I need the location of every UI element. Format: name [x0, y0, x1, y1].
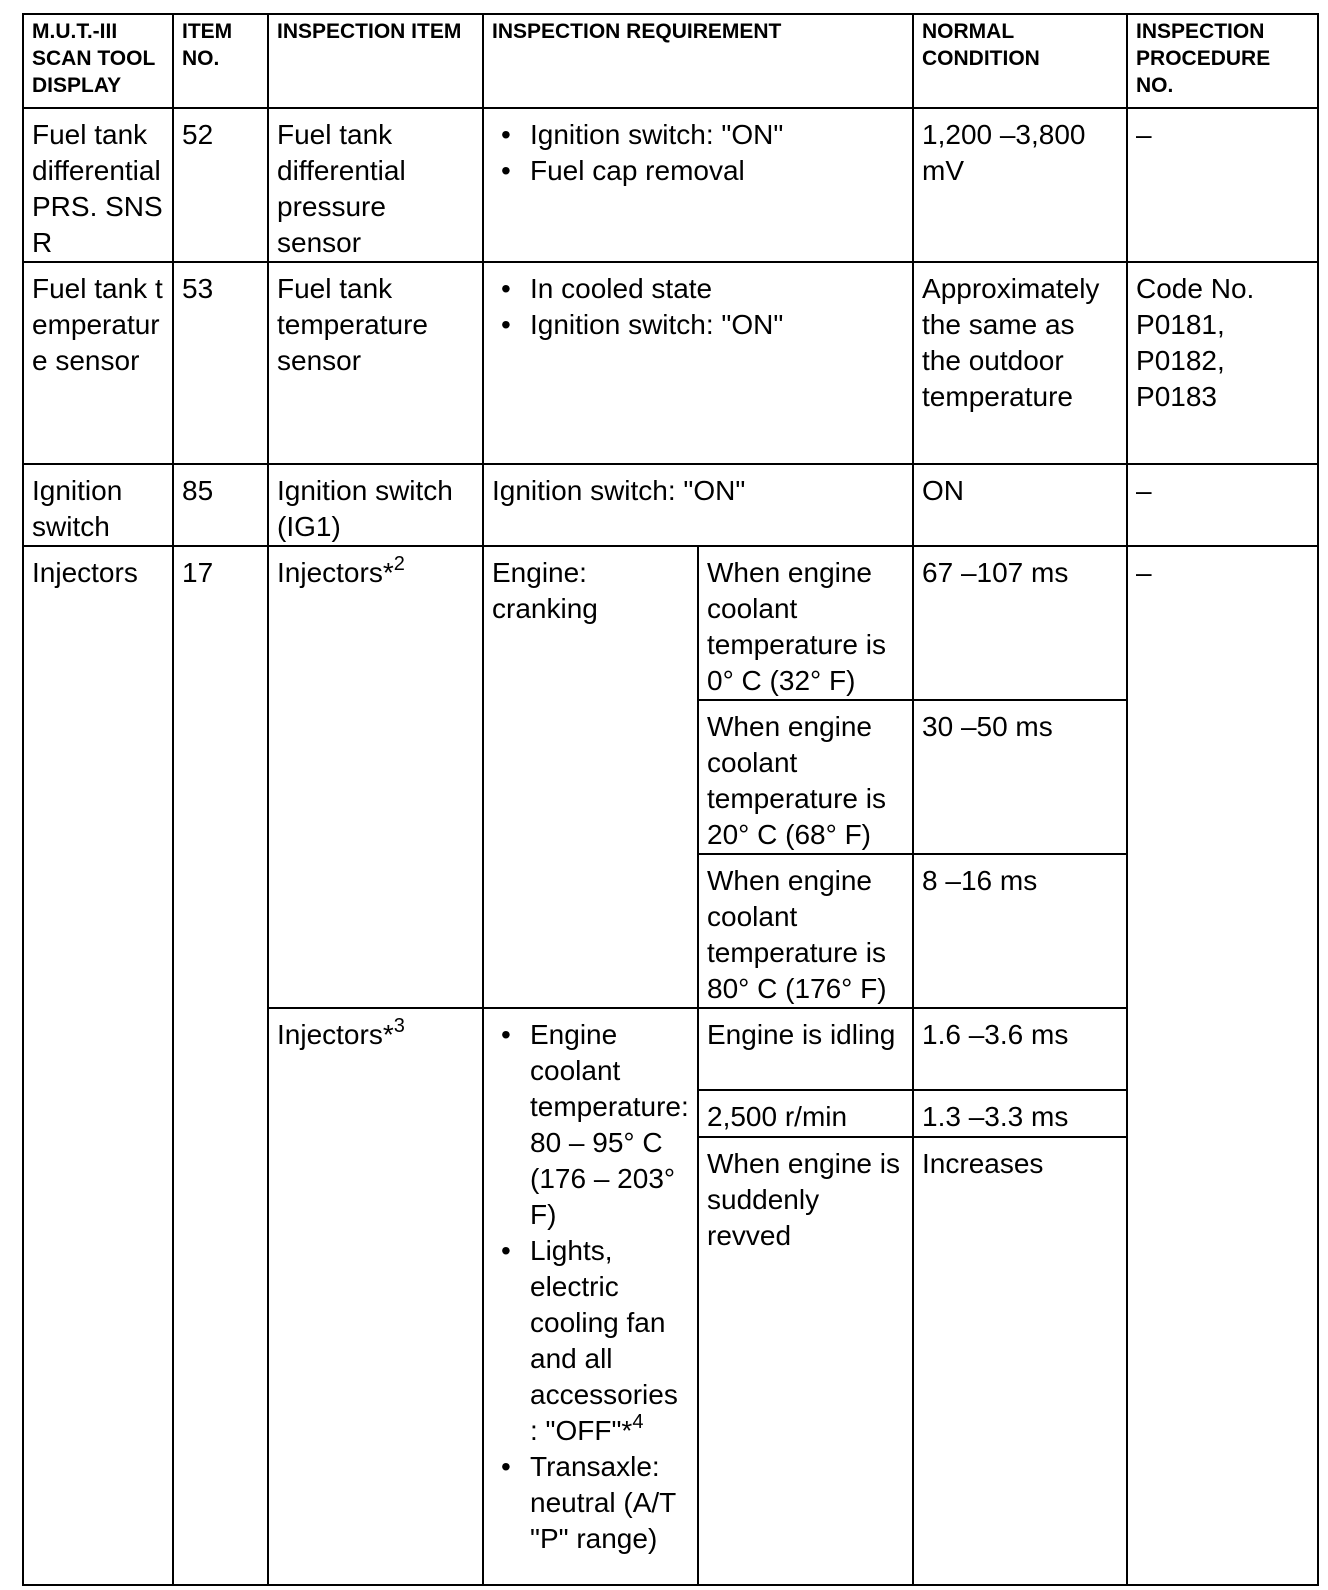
table-row [23, 464, 1318, 546]
condition-cell: When engine coolant temperature is 0° C (32° F) [698, 546, 913, 700]
inspection-procedure-cell: – [1127, 464, 1318, 546]
requirement-bullet: • Engine coolant temperature: 80 – 95° C (176 – 203° F) [492, 1017, 689, 1233]
header-inspection-item: INSPECTION ITEM [268, 14, 483, 108]
table-row [23, 546, 1318, 700]
footnote-marker: 4 [632, 1411, 644, 1433]
inspection-requirement-cell [483, 262, 913, 464]
inspection-requirement-cell [483, 108, 913, 262]
condition-cell: Engine is idling [698, 1008, 913, 1090]
condition-cell: 2,500 r/min [698, 1090, 913, 1137]
requirement-text: Lights, electric cooling fan and all accessories : "OFF"* [530, 1235, 678, 1446]
scan-tool-display-cell: Fuel tank temperature sensor [23, 262, 173, 464]
normal-condition-cell: 30 –50 ms [913, 700, 1127, 854]
requirement-bullet: • Ignition switch: "ON" [492, 307, 904, 343]
inspection-requirement-cell: Ignition switch: "ON" [483, 464, 913, 546]
item-no-cell: 85 [173, 464, 268, 546]
requirement-bullet [492, 1233, 689, 1449]
normal-condition-cell: 1,200 –3,800 mV [913, 108, 1127, 262]
scan-tool-display-cell: Ignition switch [23, 464, 173, 546]
inspection-item-cell: Ignition switch (IG1) [268, 464, 483, 546]
table-row [23, 262, 1318, 464]
normal-condition-cell: 8 –16 ms [913, 854, 1127, 1008]
requirement-list [492, 117, 904, 189]
inspection-item-text: Injectors* [277, 557, 394, 588]
header-row [23, 14, 1318, 108]
requirement-bullet: • In cooled state [492, 271, 904, 307]
requirement-bullet: • Transaxle: neutral (A/T "P" range) [492, 1449, 689, 1557]
inspection-procedure-cell: – [1127, 108, 1318, 262]
item-no-cell: 17 [173, 546, 268, 1585]
requirement-list [492, 1017, 689, 1557]
footnote-marker: 2 [393, 553, 405, 575]
inspection-item-cell: Fuel tank differential pressure sensor [268, 108, 483, 262]
requirement-list [492, 271, 904, 343]
inspection-procedure-cell: Code No. P0181, P0182, P0183 [1127, 262, 1318, 464]
normal-condition-cell: ON [913, 464, 1127, 546]
normal-condition-cell: 1.6 –3.6 ms [913, 1008, 1127, 1090]
header-item-no: ITEM NO. [173, 14, 268, 108]
normal-condition-cell: 1.3 –3.3 ms [913, 1090, 1127, 1137]
scan-tool-display-cell: Fuel tank differential PRS. SNSR [23, 108, 173, 262]
condition-cell: When engine coolant temperature is 80° C (176° F) [698, 854, 913, 1008]
table-row [23, 108, 1318, 262]
footnote-marker: 3 [393, 1015, 405, 1037]
inspection-item-cell [268, 1008, 483, 1585]
inspection-procedure-cell: – [1127, 546, 1318, 1585]
item-no-cell: 52 [173, 108, 268, 262]
header-inspection-procedure-no: INSPECTION PROCEDURE NO. [1127, 14, 1318, 108]
header-scan-tool-display: M.U.T.-III SCAN TOOL DISPLAY [23, 14, 173, 108]
inspection-requirement-cell: Engine: cranking [483, 546, 698, 1008]
normal-condition-cell: Increases [913, 1137, 1127, 1585]
header-normal-condition: NORMAL CONDITION [913, 14, 1127, 108]
inspection-item-cell [268, 546, 483, 1008]
item-no-cell: 53 [173, 262, 268, 464]
inspection-item-cell: Fuel tank temperature sensor [268, 262, 483, 464]
normal-condition-cell: 67 –107 ms [913, 546, 1127, 700]
inspection-table [22, 13, 1319, 1586]
inspection-requirement-cell [483, 1008, 698, 1585]
condition-cell: When engine is suddenly revved [698, 1137, 913, 1585]
inspection-item-text: Injectors* [277, 1019, 394, 1050]
requirement-bullet: • Fuel cap removal [492, 153, 904, 189]
requirement-bullet: • Ignition switch: "ON" [492, 117, 904, 153]
normal-condition-cell: Approximately the same as the outdoor temperature [913, 262, 1127, 464]
condition-cell: When engine coolant temperature is 20° C (68° F) [698, 700, 913, 854]
scan-tool-display-cell: Injectors [23, 546, 173, 1585]
header-inspection-requirement: INSPECTION REQUIREMENT [483, 14, 913, 108]
